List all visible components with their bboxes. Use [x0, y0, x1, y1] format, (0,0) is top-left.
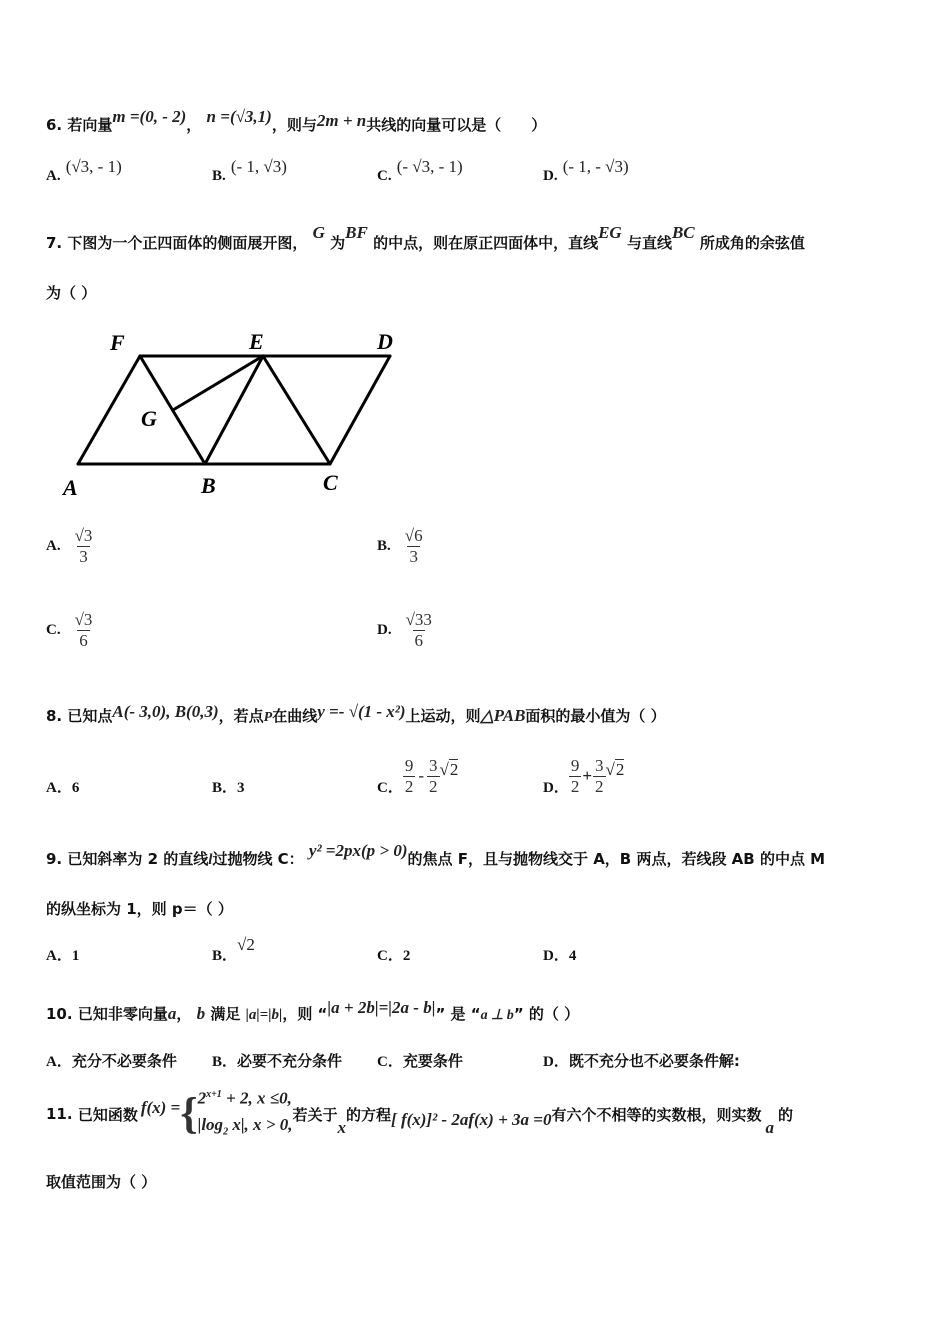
- fraction: [73, 610, 95, 651]
- stem-text: 已知非零向量: [77, 1005, 168, 1023]
- fraction: [73, 526, 95, 567]
- question-7-option-a[interactable]: [46, 526, 94, 567]
- question-number: 8.: [46, 707, 63, 725]
- question-10-option-b[interactable]: [212, 1050, 342, 1071]
- question-7-option-c[interactable]: [46, 610, 94, 651]
- point-label-d: D: [377, 329, 393, 354]
- question-9-option-a[interactable]: [46, 944, 79, 965]
- numerator: 9: [404, 755, 414, 775]
- question-6-option-a[interactable]: [46, 157, 122, 185]
- case-rest: + 2, x ≤0,: [221, 1089, 292, 1109]
- question-10-option-a[interactable]: [46, 1050, 177, 1071]
- question-11-stem-line2: [46, 1171, 156, 1192]
- stem-text: 若关于: [292, 1105, 338, 1124]
- stem-text: 已知点: [67, 707, 113, 725]
- point-label-g: G: [141, 406, 157, 431]
- question-9-option-c[interactable]: [377, 944, 410, 965]
- stem-text: 已知函数: [77, 1105, 138, 1124]
- math-expr: a: [167, 1004, 177, 1023]
- point-label-e: E: [249, 329, 264, 354]
- math-expr: m =(0, - 2): [112, 107, 187, 126]
- question-10-option-d[interactable]: [543, 1050, 740, 1071]
- option-label: C．: [377, 1054, 403, 1070]
- stem-text: ，则 “: [282, 1005, 328, 1023]
- option-label: C．: [377, 948, 403, 964]
- stem-text: ，: [186, 116, 202, 134]
- point-label-f: F: [110, 330, 125, 355]
- stem-text: 已知斜率为 2 的直线: [67, 850, 209, 868]
- stem-text: 在曲线: [272, 707, 318, 725]
- stem-text: 的中点，则在原正四面体中，直线: [373, 234, 599, 252]
- math-expr: P: [263, 710, 273, 725]
- option-label: D．: [543, 779, 569, 796]
- question-8-option-c[interactable]: [377, 752, 458, 800]
- option-value: 1: [71, 948, 80, 964]
- option-label: C．: [377, 779, 403, 796]
- math-expr: 2m + n: [316, 111, 367, 130]
- stem-text: 取值范围为（ ）: [46, 1173, 157, 1191]
- fraction: [427, 756, 440, 797]
- question-9-option-b[interactable]: [212, 935, 255, 965]
- base: 2: [197, 1089, 207, 1109]
- option-label: B．: [212, 780, 238, 796]
- option-label: B．: [212, 948, 238, 964]
- question-7-stem-line2: [46, 282, 96, 303]
- option-value: 充分不必要条件: [71, 1052, 177, 1070]
- point-label-c: C: [323, 470, 338, 495]
- stem-text: 与直线: [626, 234, 672, 252]
- question-10-option-c[interactable]: [377, 1050, 463, 1071]
- option-label: A.: [46, 538, 61, 554]
- math-expr: BC: [671, 223, 695, 242]
- stem-text: 满足: [210, 1005, 241, 1023]
- option-value: 充要条件: [402, 1052, 463, 1070]
- stem-text: ，: [176, 1005, 192, 1023]
- numerator: √33: [405, 610, 432, 629]
- math-expr: G: [312, 223, 325, 242]
- stem-text: 的纵坐标为 1，则 p＝（ ）: [46, 900, 233, 918]
- question-9-stem: [46, 841, 826, 869]
- question-8-option-a[interactable]: [46, 776, 79, 797]
- point-label-a: A: [63, 475, 78, 500]
- stem-text: ” 是 “: [435, 1005, 481, 1023]
- stem-text: 为: [330, 234, 346, 252]
- option-label: D.: [377, 622, 392, 638]
- option-label: B.: [377, 538, 391, 554]
- math-expr: [ f(x)]² - 2af(x) + 3a =0: [391, 1110, 552, 1129]
- option-label: D．: [543, 1054, 569, 1070]
- option-label: A．: [46, 780, 72, 796]
- numerator: 3: [429, 755, 438, 775]
- tetrahedron-net-figure: [55, 325, 405, 500]
- question-8-stem: [46, 702, 666, 726]
- math-expr: f(x) =: [140, 1098, 181, 1117]
- denominator: 6: [414, 631, 424, 650]
- math-expr: a: [765, 1118, 774, 1137]
- option-value: (√3, - 1): [65, 157, 122, 176]
- numerator: 3: [595, 755, 604, 775]
- option-label: C.: [377, 168, 392, 184]
- numerator: 9: [570, 755, 580, 775]
- log-base: 2: [223, 1126, 229, 1138]
- exponent: x+1: [206, 1089, 222, 1101]
- question-number: 9.: [46, 850, 63, 868]
- question-6-option-d[interactable]: [543, 157, 629, 185]
- stem-text: ，则与: [271, 116, 317, 134]
- square-root: √2: [605, 760, 625, 779]
- option-value: (- 1, - √3): [562, 157, 629, 176]
- fraction: [593, 756, 606, 797]
- option-value: 2: [402, 948, 411, 964]
- stem-text: ，若点: [218, 707, 264, 725]
- math-expr: |a + 2b|=|2a - b|: [327, 998, 436, 1017]
- question-6-option-b[interactable]: [212, 157, 287, 185]
- math-expr: y² =2px(p > 0): [308, 841, 408, 860]
- numerator: √3: [74, 610, 93, 629]
- question-11-stem: [46, 1084, 793, 1144]
- option-label: B．: [212, 1054, 238, 1070]
- math-expr: △PAB: [480, 706, 526, 725]
- stem-text: 为（ ）: [46, 284, 97, 302]
- radicand: 2: [615, 760, 625, 779]
- fraction: [404, 610, 434, 651]
- question-6-option-c[interactable]: [377, 157, 463, 185]
- option-label: B.: [212, 168, 226, 184]
- option-label: A．: [46, 948, 72, 964]
- option-label: D．: [543, 948, 569, 964]
- numerator: √3: [74, 526, 93, 545]
- math-expr: x: [337, 1118, 347, 1137]
- math-expr: EG: [598, 223, 622, 242]
- case-2: [198, 1112, 293, 1145]
- question-number: 6.: [46, 116, 63, 134]
- option-value: 必要不充分条件: [237, 1052, 343, 1070]
- denominator: 2: [595, 776, 604, 796]
- question-9-option-d[interactable]: [543, 944, 576, 965]
- fraction: [403, 526, 425, 567]
- option-value: (- √3, - 1): [396, 157, 463, 176]
- denominator: 2: [429, 776, 438, 796]
- math-expr: A(- 3,0), B(0,3): [112, 702, 219, 721]
- stem-text: ” 的（ ）: [513, 1005, 580, 1023]
- question-9-stem-line2: [46, 898, 233, 919]
- option-value: √2: [237, 935, 255, 954]
- piecewise-brace-icon: {: [180, 1089, 198, 1138]
- fraction: [569, 756, 582, 797]
- numerator: √6: [404, 526, 423, 545]
- stem-text: 所成角的余弦值: [699, 234, 805, 252]
- stem-text: 面积的最小值为（ ）: [525, 707, 666, 725]
- log-text: |log: [197, 1115, 224, 1135]
- question-8-option-d[interactable]: [543, 752, 624, 800]
- radicand: 2: [449, 760, 459, 779]
- question-7-option-d[interactable]: [377, 610, 434, 651]
- option-label: A.: [46, 168, 61, 184]
- math-expr: n =(√3,1): [206, 107, 272, 126]
- question-7-option-b[interactable]: [377, 526, 425, 567]
- option-label: D.: [543, 168, 558, 184]
- math-expr: b: [196, 1004, 206, 1023]
- question-number: 7.: [46, 234, 63, 252]
- question-number: 10.: [46, 1005, 73, 1023]
- option-value: 既不充分也不必要条件解:: [568, 1052, 740, 1070]
- case-1: [198, 1082, 293, 1112]
- question-7-stem: [46, 223, 805, 253]
- stem-text: 的焦点 F，且与抛物线交于 A，B 两点，若线段 AB 的中点 M: [407, 850, 826, 868]
- math-expr: |a|=|b|: [245, 1007, 283, 1023]
- option-label: C.: [46, 622, 61, 638]
- math-expr: y =- √(1 - x²): [317, 702, 406, 721]
- operator: -: [418, 766, 425, 785]
- square-root: √2: [439, 760, 459, 779]
- stem-text: 的: [777, 1105, 793, 1124]
- stem-text: 若向量: [67, 116, 113, 134]
- denominator: 2: [570, 776, 580, 796]
- denominator: 3: [79, 547, 88, 566]
- piecewise-cases: [198, 1082, 293, 1145]
- math-expr: BF: [345, 223, 368, 242]
- net-diagram-icon: [55, 325, 405, 500]
- stem-text: 上运动，则: [405, 707, 481, 725]
- denominator: 6: [79, 631, 88, 650]
- stem-text: 共线的向量可以是（ ）: [366, 116, 547, 134]
- fraction: [403, 756, 416, 797]
- stem-text: 有六个不相等的实数根，则实数: [551, 1105, 762, 1124]
- operator: +: [582, 766, 593, 785]
- denominator: 3: [409, 547, 418, 566]
- question-10-stem: [46, 998, 580, 1024]
- stem-text: 过抛物线 C：: [212, 850, 304, 868]
- question-8-option-b[interactable]: [212, 776, 245, 797]
- question-number: 11.: [46, 1105, 73, 1123]
- option-value: 6: [71, 780, 80, 796]
- stem-text: 的方程: [346, 1105, 392, 1124]
- point-label-b: B: [201, 473, 216, 498]
- option-value: 4: [568, 948, 577, 964]
- option-value: (- 1, √3): [230, 157, 287, 176]
- option-value: 3: [237, 780, 245, 796]
- case-rest: x|, x > 0,: [228, 1115, 293, 1135]
- math-expr: a ⊥ b: [480, 1008, 514, 1023]
- option-label: A．: [46, 1054, 72, 1070]
- question-6-stem: [46, 107, 547, 135]
- math-expr: l: [208, 852, 213, 868]
- denominator: 2: [404, 776, 414, 796]
- stem-text: 下图为一个正四面体的侧面展开图，: [67, 234, 308, 252]
